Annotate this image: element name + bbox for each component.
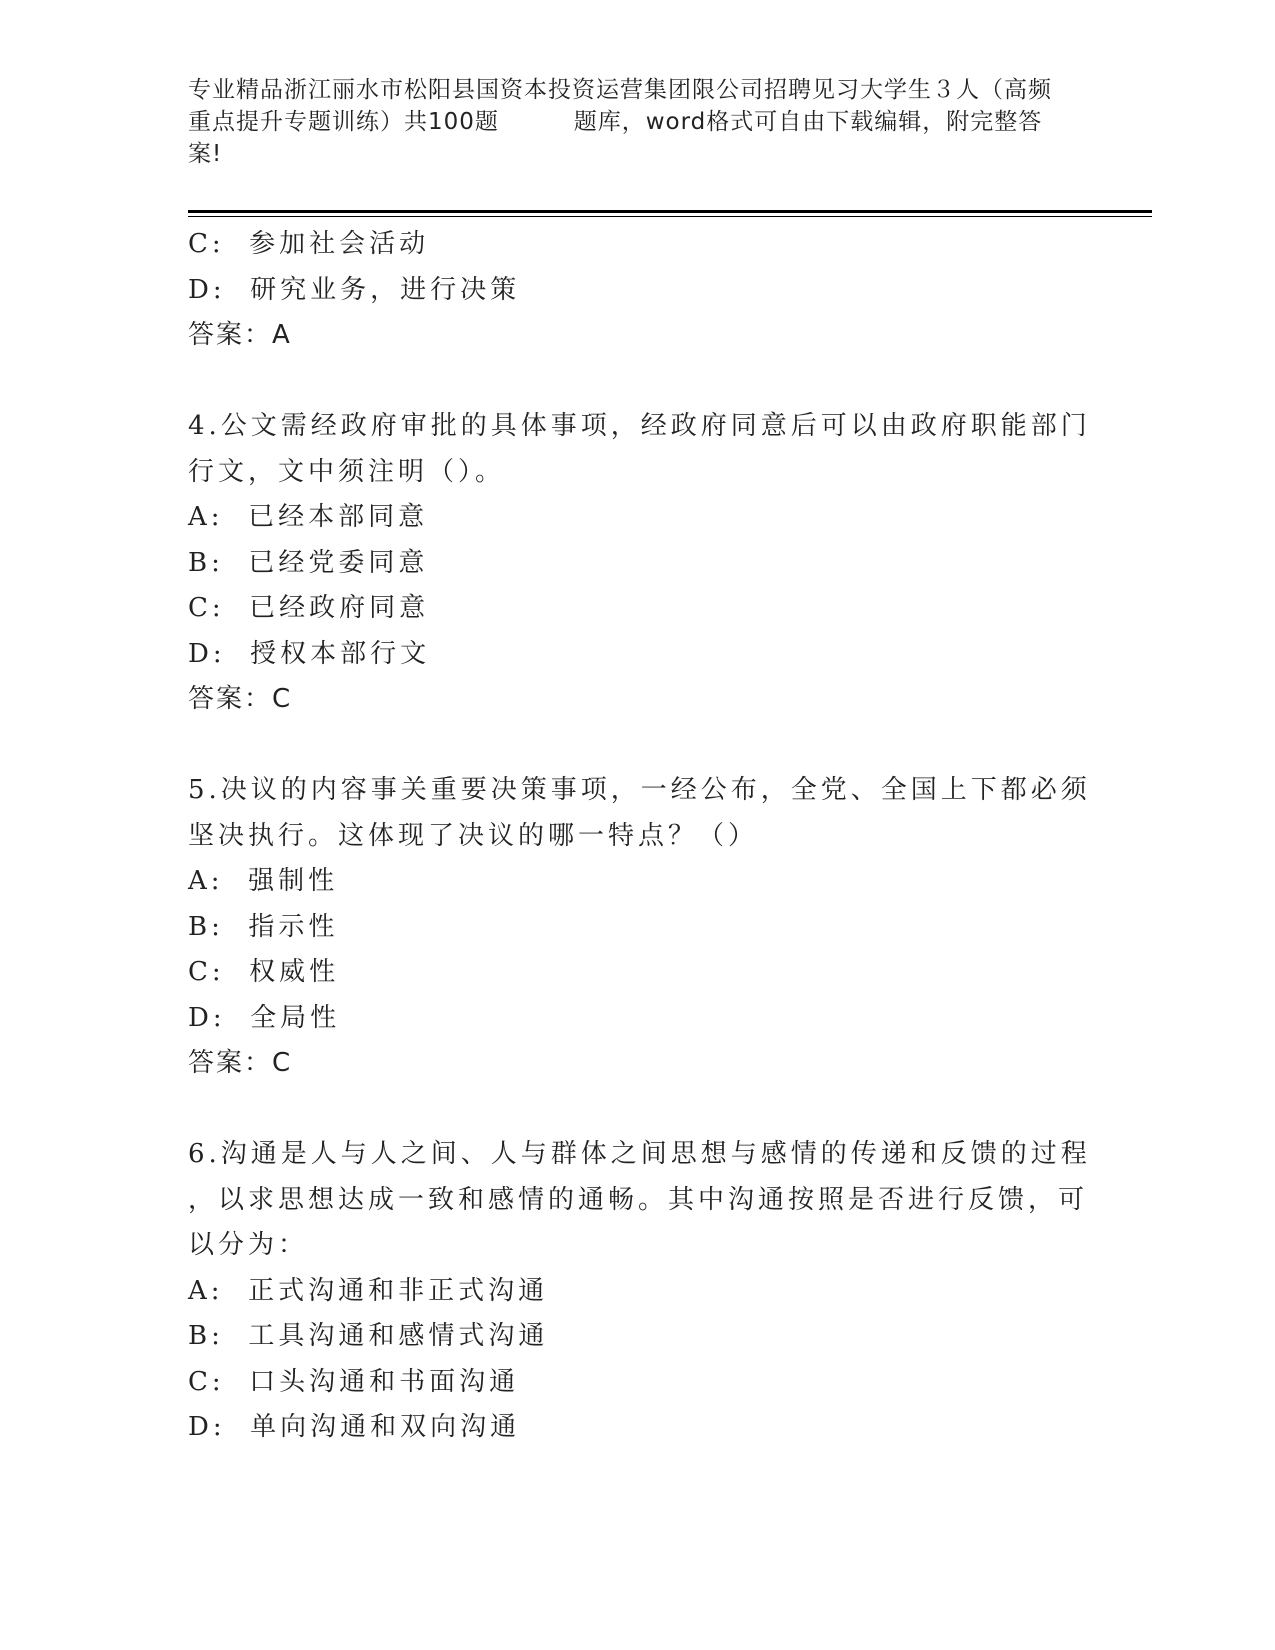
header-line: 案! xyxy=(188,141,223,167)
option-c: C: 参加社会活动 xyxy=(188,229,430,259)
option-b: B: 工具沟通和感情式沟通 xyxy=(188,1321,549,1351)
header-divider-thin xyxy=(188,216,1152,217)
question-stem: 6.沟通是人与人之间、人与群体之间思想与感情的传递和反馈的过程 xyxy=(188,1139,1091,1169)
header-divider-thick xyxy=(188,210,1152,213)
option-a: A: 已经本部同意 xyxy=(188,502,429,532)
option-c: C: 权威性 xyxy=(188,957,340,987)
option-d: D: 单向沟通和双向沟通 xyxy=(188,1412,521,1442)
option-d: D: 全局性 xyxy=(188,1002,341,1033)
option-a: A: 正式沟通和非正式沟通 xyxy=(188,1275,549,1306)
header-line: 专业精品浙江丽水市松阳县国资本投资运营集团限公司招聘见习大学生３人（高频 xyxy=(188,77,1052,103)
option-d: D: 授权本部行文 xyxy=(188,638,431,669)
question-content xyxy=(188,222,1091,1451)
answer-line: 答案：C xyxy=(188,684,293,714)
option-c: C: 已经政府同意 xyxy=(188,593,430,623)
question-stem: 以分为： xyxy=(188,1230,309,1260)
question-stem: 坚决执行。这体现了决议的哪一特点？（） xyxy=(188,820,759,851)
question-stem: 5.决议的内容事关重要决策事项，一经公布，全党、全国上下都必须 xyxy=(188,775,1091,805)
question-stem: ，以求思想达成一致和感情的通畅。其中沟通按照是否进行反馈，可 xyxy=(188,1184,1089,1215)
answer-line: 答案：A xyxy=(188,320,292,350)
header-line: 重点提升专题训练）共100题 题库，word格式可自由下载编辑，附完整答 xyxy=(188,109,1043,135)
answer-line: 答案：C xyxy=(188,1048,293,1078)
option-a: A: 强制性 xyxy=(188,866,339,896)
option-b: B: 指示性 xyxy=(188,911,339,942)
option-c: C: 口头沟通和书面沟通 xyxy=(188,1366,520,1397)
option-d: D: 研究业务，进行决策 xyxy=(188,274,521,305)
question-stem: 行文，文中须注明（）。 xyxy=(188,456,506,487)
option-b: B: 已经党委同意 xyxy=(188,547,429,578)
document-header xyxy=(188,74,1088,170)
question-stem: 4.公文需经政府审批的具体事项，经政府同意后可以由政府职能部门 xyxy=(188,411,1091,441)
